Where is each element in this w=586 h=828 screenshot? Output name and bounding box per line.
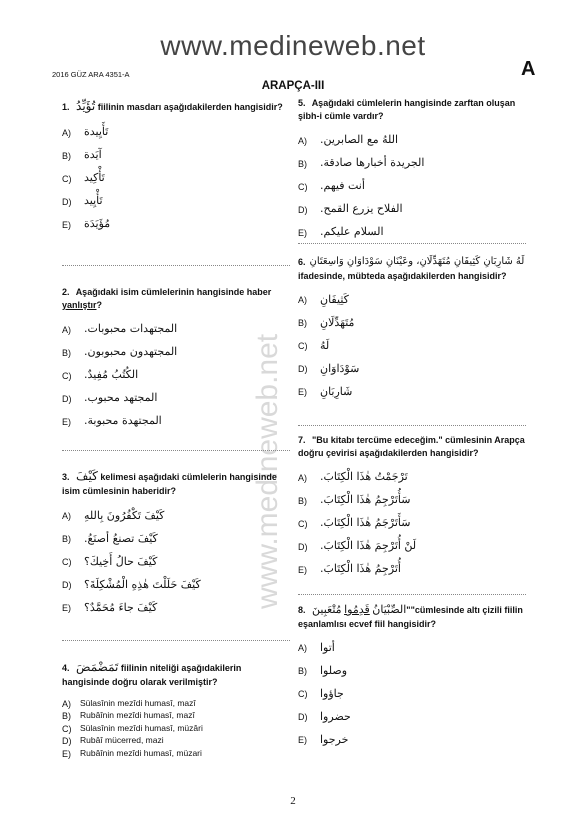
question-divider (298, 425, 526, 426)
underlined-verb: قَدِمُوا (344, 603, 370, 616)
question-stem: 4. تَمَضْمَضَ fiilinin niteliği aşağıdakilerin hangisinde doğru olarak verilmiştir? (62, 660, 242, 688)
question-stem: 7. "Bu kitabı tercüme edeceğim." cümlesinin Arapça doğru çevirisi aşağıdakilerden hangisidir? (298, 435, 525, 459)
question-3 (62, 468, 290, 619)
question-stem: 2. Aşağıdaki isim cümlelerinin hangisinde haber yanlıştır? (62, 287, 272, 311)
option-c[interactable]: C) جاؤوا (298, 687, 344, 701)
option-d[interactable]: D) Rubâî mücerred, mazi (62, 735, 164, 747)
option-e[interactable]: E) خرجوا (298, 733, 349, 747)
option-a[interactable]: A) تَأَيِيدة (62, 125, 109, 139)
option-c[interactable]: C) لَهُ (298, 338, 330, 352)
option-b[interactable]: B) وصلوا (298, 664, 348, 678)
option-a[interactable]: A) كَثِيفَانِ (298, 292, 349, 306)
option-e[interactable]: E) مُؤَيَدَة (62, 217, 111, 231)
option-e[interactable]: E) شَارِبَانِ (298, 384, 353, 398)
option-b[interactable]: B) Rubâînin mezîdi humasî, mazî (62, 710, 195, 722)
question-stem: 5. Aşağıdaki cümlelerin hangisinde zarftan oluşan şibh-i cümle vardır? (298, 98, 516, 122)
option-c[interactable]: C) سَأَتَرْجَمُ هٰذَا الْكِتَابَ. (298, 516, 411, 530)
question-stem: 1. تُؤَيِّدُ fiilinin masdarı aşağıdakilerden hangisidir? (62, 99, 283, 113)
option-d[interactable]: D) الفلاح يزرع القمح. (298, 202, 403, 216)
site-watermark: www.medineweb.net (160, 30, 426, 61)
option-b[interactable]: B) آيَدة (62, 148, 102, 162)
option-b[interactable]: B) الجريدة أخبارها صادقة. (298, 156, 425, 170)
question-1 (62, 98, 290, 236)
option-c[interactable]: C) Sülasînin mezîdi humasî, müzâri (62, 722, 203, 734)
option-e[interactable]: E) Rubâînin mezîdi humasî, müzari (62, 747, 202, 759)
option-b[interactable]: B) سَأُتَرْجِمُ هٰذَا الْكِتَابَ. (298, 493, 411, 507)
option-a[interactable]: A) كَيْفَ تَكْفُرُونَ بِاللهِ (62, 508, 165, 522)
option-b[interactable]: B) مُتَهَدِّلَانِ (298, 315, 355, 329)
exam-code: 2016 GÜZ ARA 4351-A (52, 70, 130, 79)
option-a[interactable]: A) أتوا (298, 641, 335, 655)
option-c[interactable]: C) أنت فيهم. (298, 179, 365, 193)
question-stem: 6. لَهُ شَارِبَانِ كَثِيفَانِ مُتَهَدِّلَانِ، وعَيْنَانِ سَوْدَاوَانِ وَاسِعَتَانِ ifadesinde, mübteda aşağıdakilerden hangisidir? (298, 256, 525, 281)
option-a[interactable]: A) اللهُ مع الصابرين. (298, 133, 399, 147)
question-divider (298, 594, 526, 595)
option-a[interactable]: A) المجتهدات محبوبات. (62, 322, 178, 336)
option-d[interactable]: D) تَأْيِيد (62, 194, 103, 208)
option-c[interactable]: C) كَيْفَ حالُ أَخِيكَ؟ (62, 554, 158, 568)
option-e[interactable]: E) المجتهدة محبوبة. (62, 414, 162, 428)
arabic-phrase: لَهُ شَارِبَانِ كَثِيفَانِ مُتَهَدِّلَانِ، وعَيْنَانِ سَوْدَاوَانِ وَاسِعَتَانِ (309, 256, 525, 267)
option-c[interactable]: C) الكُتُبُ مُفِيدٌ. (62, 368, 139, 382)
question-6 (298, 255, 526, 404)
side-watermark: www.medineweb.net (251, 333, 284, 609)
question-2 (62, 286, 290, 433)
booklet-letter: A (521, 58, 536, 80)
question-stem: 3. كَيْفَ kelimesi aşağıdaki cümlelerin hangisinde isim cümlesinin haberidir? (62, 469, 277, 497)
underlined-word: yanlıştır (62, 300, 97, 311)
question-8 (298, 602, 526, 752)
page-title: ARAPÇA-III (261, 80, 325, 92)
option-d[interactable]: D) المجتهد محبوب. (62, 391, 158, 405)
option-c[interactable]: C) تَأْكِيد (62, 171, 105, 185)
arabic-word: كَيْفَ (76, 469, 98, 483)
question-7 (298, 434, 526, 581)
option-b[interactable]: B) كَيْفَ تصنعُ أصنَعُ. (62, 531, 158, 545)
option-d[interactable]: D) كَيْفَ حَلَلْتَ هٰذِهِ الْمُشْكِلَةَ؟ (62, 577, 201, 591)
option-e[interactable]: E) أُتَرْجِمُ هٰذَا الْكِتَابَ. (298, 562, 401, 576)
question-stem: 8. "الصِّبْيَانُ قَدِمُوا مُتْعَبِينَ "cümlesinde altı çizili fiilin eşanlamlısı ecvef fiil hangisidir? (298, 603, 523, 629)
arabic-word: تُؤَيِّدُ (76, 99, 96, 113)
question-divider (298, 243, 526, 244)
option-a[interactable]: A) Sülasînin mezîdi humasî, mazî (62, 697, 196, 709)
arabic-word: تَمَضْمَضَ (76, 660, 119, 674)
question-divider (62, 265, 290, 266)
option-a[interactable]: A) تَرْجَمْتُ هٰذَا الْكِتَابَ. (298, 470, 408, 484)
option-e[interactable]: E) السلام عليكم. (298, 225, 384, 239)
page-number: 2 (290, 795, 296, 807)
option-e[interactable]: E) كَيْفَ جاءَ مُحَمَّدٌ؟ (62, 600, 158, 614)
option-d[interactable]: D) سَوْدَاوَانِ (298, 361, 360, 375)
option-b[interactable]: B) المجتهدون محبوبون. (62, 345, 178, 359)
question-divider (62, 640, 290, 641)
option-d[interactable]: D) حضروا (298, 710, 351, 724)
arabic-sentence: "الصِّبْيَانُ قَدِمُوا مُتْعَبِينَ (312, 603, 411, 616)
question-5 (298, 97, 526, 244)
question-divider (62, 450, 290, 451)
option-d[interactable]: D) لَنْ أُتَرْجِمَ هٰذَا الْكِتَابَ. (298, 539, 417, 553)
question-4 (62, 659, 290, 760)
